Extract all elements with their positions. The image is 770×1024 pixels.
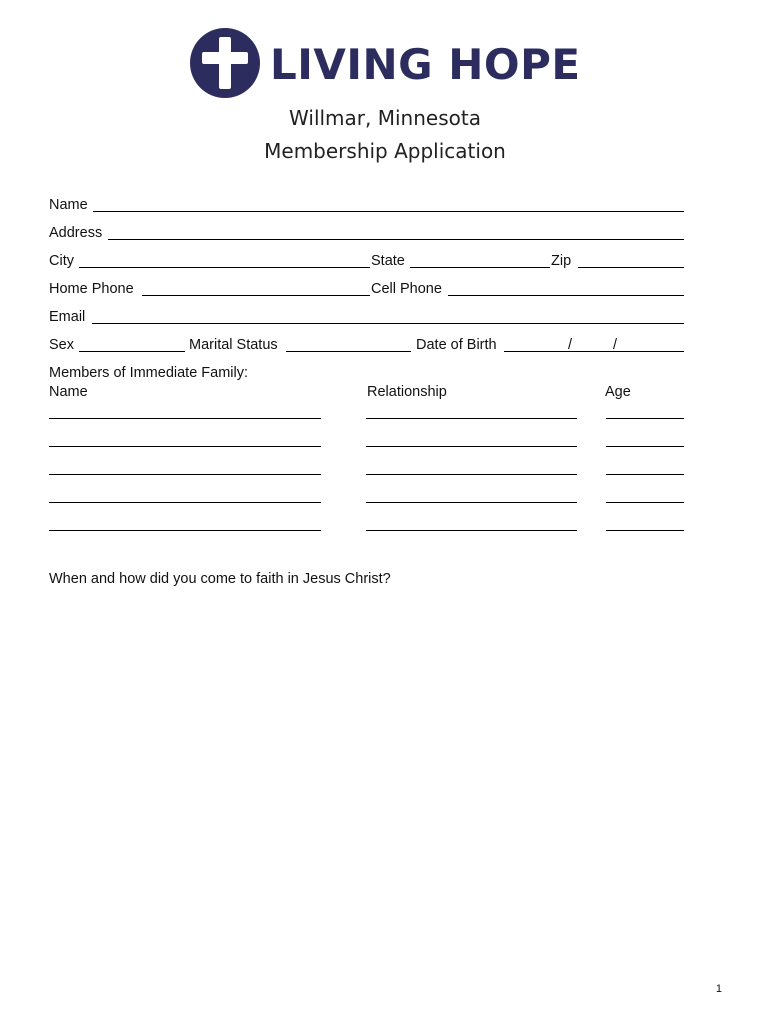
family-age-line[interactable] [606,418,684,419]
family-age-line[interactable] [606,474,684,475]
state-line[interactable] [410,267,550,268]
dob-separator: / [613,337,618,353]
email-label: Email [49,309,86,325]
zip-label: Zip [551,253,572,269]
logo-wordmark: LIVING HOPE [270,40,581,89]
home-phone-label: Home Phone [49,281,134,297]
family-age-line[interactable] [606,530,684,531]
page-number: 1 [715,983,722,995]
sex-label: Sex [49,337,74,353]
family-col-relationship: Relationship [367,384,447,400]
family-name-line[interactable] [49,530,321,531]
date-of-birth-line[interactable] [504,351,684,352]
cell-phone-line[interactable] [448,295,684,296]
state-label: State [371,253,405,269]
cross-logo-icon [190,28,260,98]
family-age-line[interactable] [606,446,684,447]
form-title: Membership Application [264,139,506,163]
family-col-name: Name [49,384,88,400]
name-line[interactable] [93,211,684,212]
address-label: Address [49,225,103,241]
address-line[interactable] [108,239,684,240]
family-relationship-line[interactable] [366,502,577,503]
cross-horizontal [202,52,248,64]
family-relationship-line[interactable] [366,446,577,447]
email-line[interactable] [92,323,684,324]
faith-question: When and how did you come to faith in Jesus Christ? [49,571,391,587]
family-heading: Members of Immediate Family: [49,365,249,381]
family-age-line[interactable] [606,502,684,503]
home-phone-line[interactable] [142,295,370,296]
name-label: Name [49,197,88,213]
family-name-line[interactable] [49,474,321,475]
city-label: City [49,253,74,269]
family-name-line[interactable] [49,418,321,419]
dob-separator: / [568,337,573,353]
date-of-birth-label: Date of Birth [416,337,497,353]
family-name-line[interactable] [49,446,321,447]
marital-status-line[interactable] [286,351,411,352]
family-col-age: Age [605,384,631,400]
family-relationship-line[interactable] [366,418,577,419]
cell-phone-label: Cell Phone [371,281,442,297]
family-name-line[interactable] [49,502,321,503]
marital-status-label: Marital Status [189,337,278,353]
family-relationship-line[interactable] [366,474,577,475]
sex-line[interactable] [79,351,185,352]
zip-line[interactable] [578,267,684,268]
family-relationship-line[interactable] [366,530,577,531]
location-title: Willmar, Minnesota [289,106,481,130]
city-line[interactable] [79,267,370,268]
